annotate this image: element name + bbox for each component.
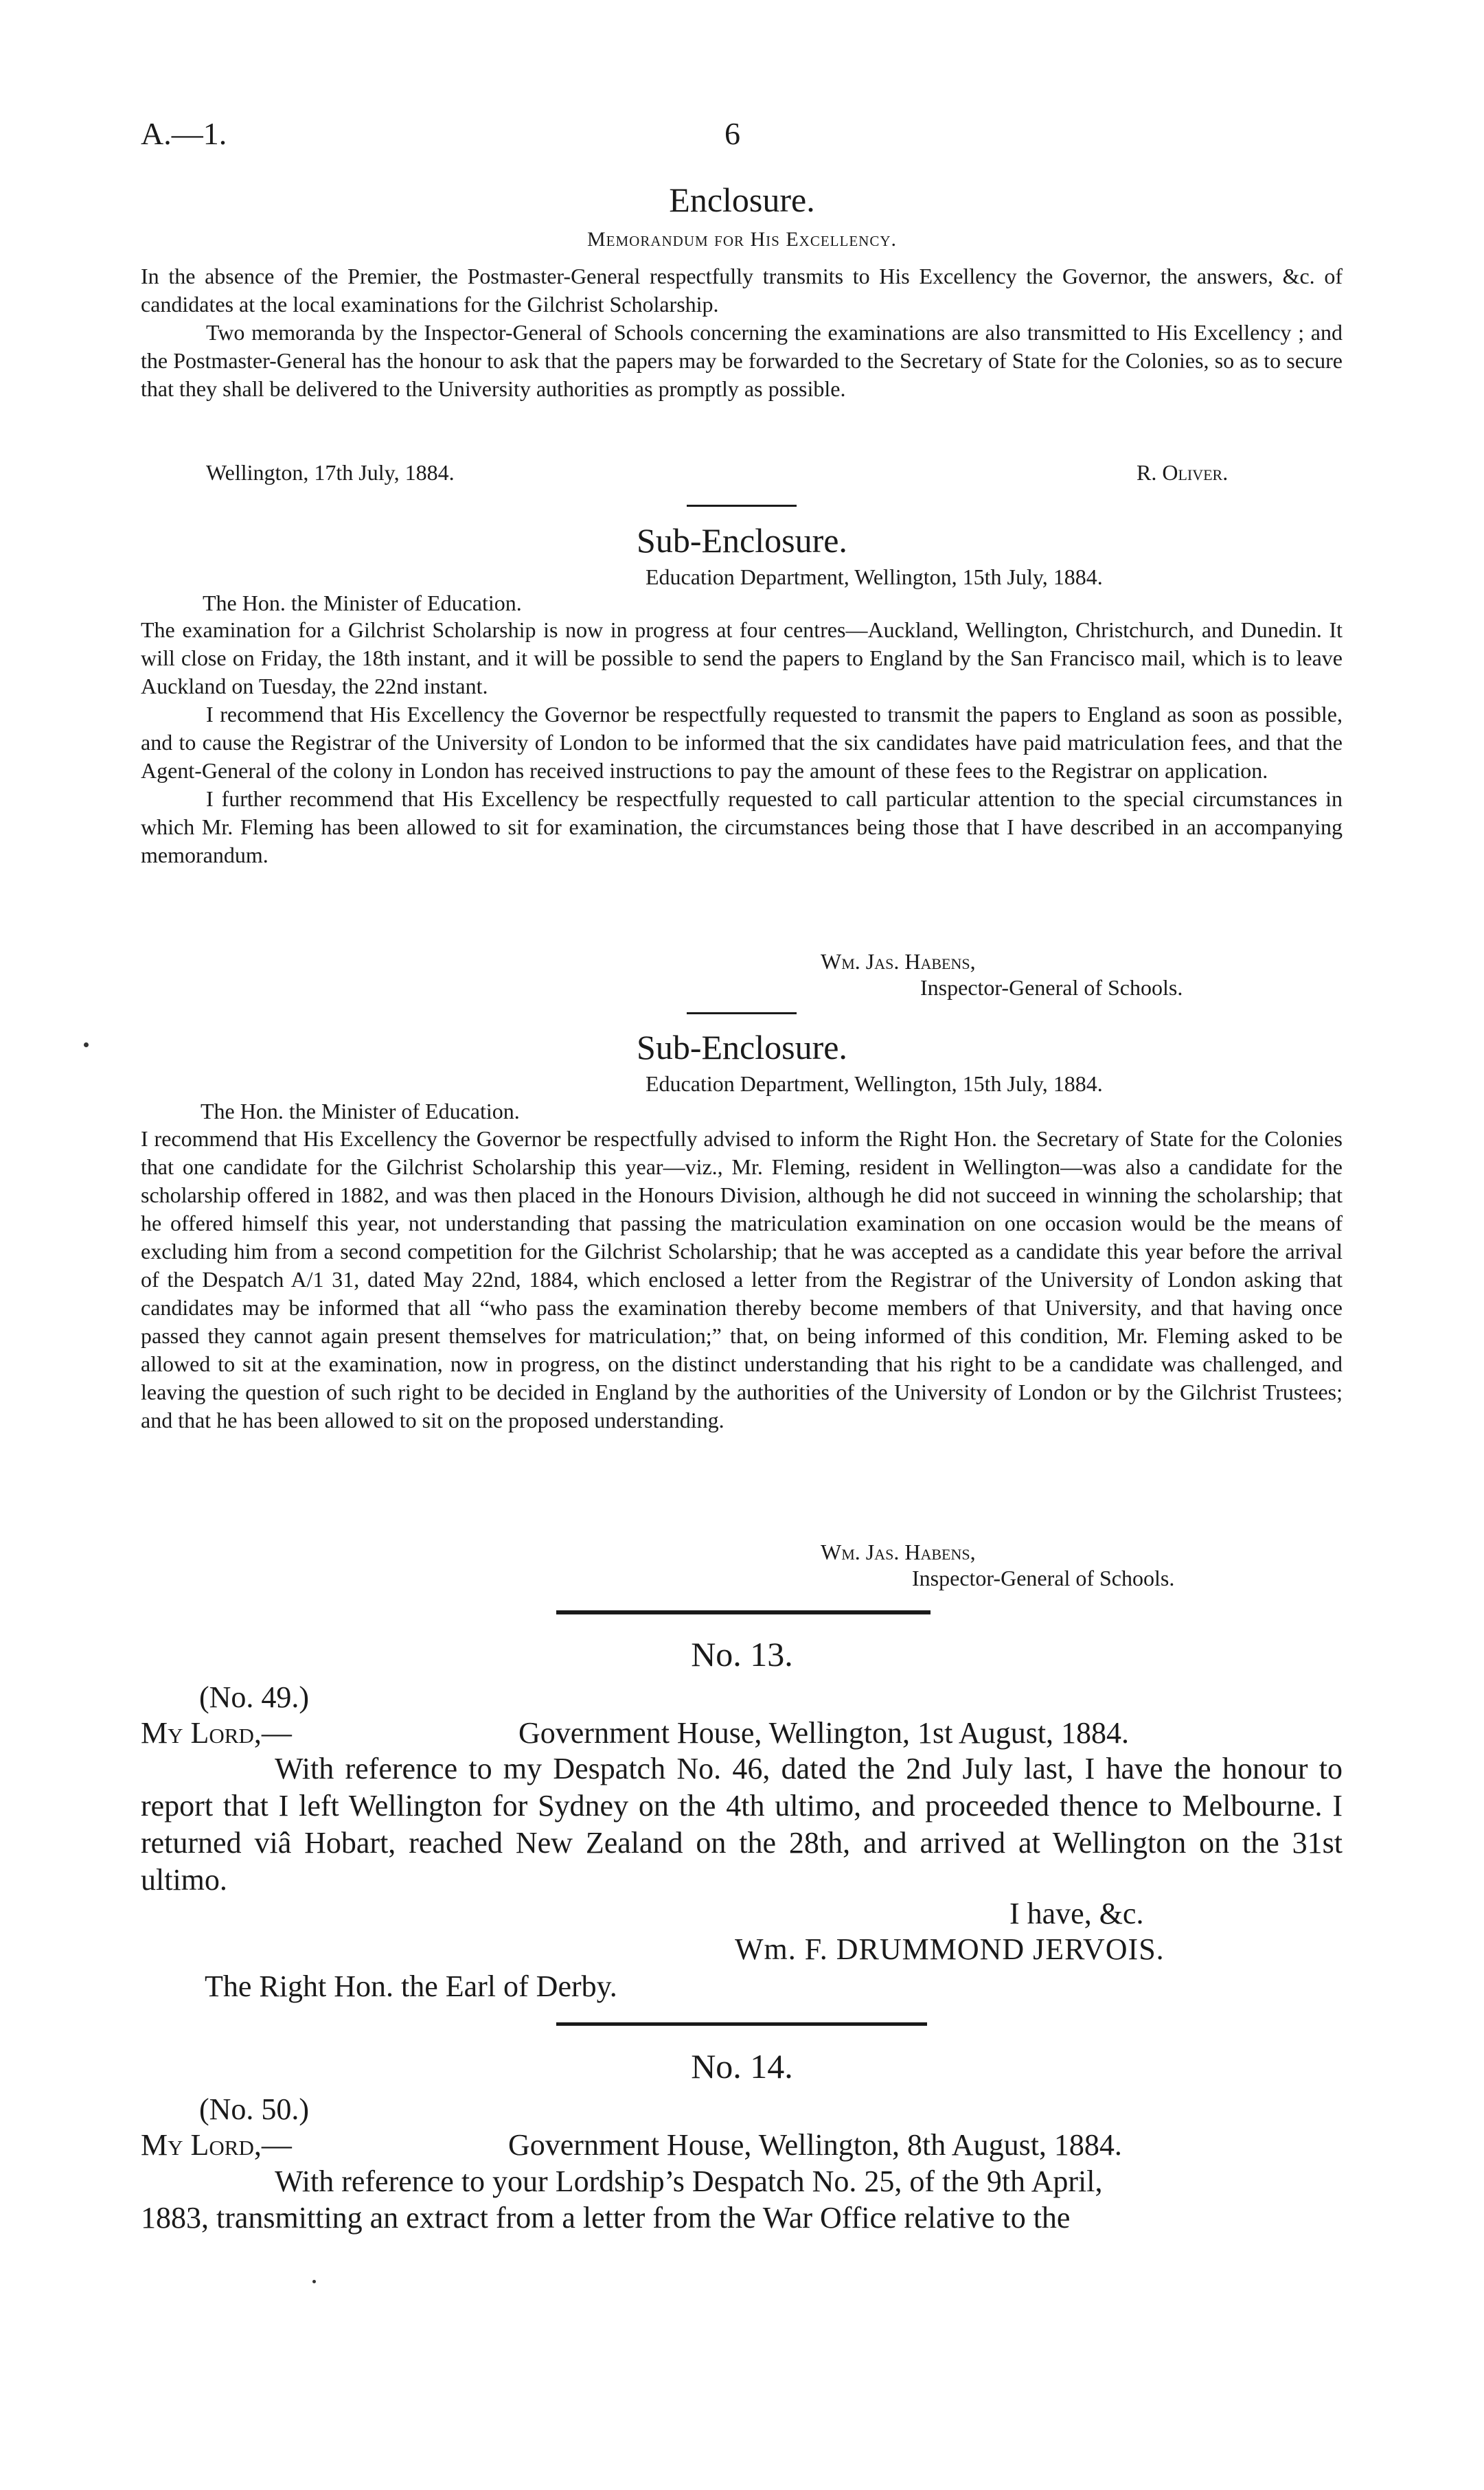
enclosure-signature: R. Oliver. — [1137, 460, 1229, 485]
despatch-14-heading: No. 14. — [691, 2047, 793, 2086]
enclosure-body — [141, 262, 1343, 403]
enclosure-title: Enclosure. — [669, 181, 815, 219]
section-rule — [556, 2022, 927, 2026]
memorandum-title: Memorandum for His Excellency. — [586, 228, 898, 251]
despatch-14-body-line-2: 1883, transmitting an extract from a letter from the War Office relative to the — [141, 2201, 1071, 2235]
despatch-14-dateline: Government House, Wellington, 8th August, 1884. — [508, 2128, 1122, 2162]
section-rule — [556, 1610, 931, 1614]
sub-enclosure-1-body — [141, 616, 1343, 869]
sub-enclosure-1-signature-title: Inspector-General of Schools. — [920, 975, 1183, 1000]
enclosure-paragraph-2: Two memoranda by the Inspector-General of Schools concerning the examinations are also transmitted to His Excellency ; and the Postmaster-General has the honour to ask that the papers may be forwarded to the Secretary of State for the Colonies, so as to secure that they shall be delivered to the University authorities as promptly as possible. — [141, 320, 1343, 401]
despatch-13-number: (No. 49.) — [199, 1680, 310, 1714]
sub-enclosure-1-paragraph-3: I further recommend that His Excellency be respectfully requested to call particular attention to the special circumstances in which Mr. Fleming has been allowed to sit for examination, the circumstances being those that I have described in an accompanying memorandum. — [141, 786, 1343, 867]
sub-enclosure-1-paragraph-2: I recommend that His Excellency the Governor be respectfully requested to transmit the papers to England as soon as possible, and to cause the Registrar of the University of London to be informed that the six candidates have paid matriculation fees, and that the Agent-General of the colony in London has received instructions to pay the amount of these fees to the Registrar on application. — [141, 702, 1343, 783]
sub-enclosure-2-body — [141, 1125, 1343, 1435]
sub-enclosure-2-signature: Wm. Jas. Habens, — [821, 1540, 976, 1564]
despatch-13-recipient: The Right Hon. the Earl of Derby. — [205, 1969, 617, 2003]
despatch-14-number: (No. 50.) — [199, 2092, 310, 2126]
divider-rule — [687, 1012, 797, 1014]
despatch-13-salutation: My Lord,— — [141, 1716, 292, 1750]
sub-enclosure-2-addressee: The Hon. the Minister of Education. — [201, 1099, 520, 1123]
sub-enclosure-1-signature: Wm. Jas. Habens, — [821, 949, 976, 974]
despatch-13-body: With reference to my Despatch No. 46, dated the 2nd July last, I have the honour to report that I left Wellington for Sydney on the 4th ultimo, and proceeded thence to Melbourne. I returned viâ Hobart, reached New Zealand on the 28th, and arrived at Wellington on the 31st ultimo. — [141, 1752, 1343, 1897]
sub-enclosure-1-title: Sub-Enclosure. — [637, 521, 847, 560]
despatch-13-signature: Wm. F. DRUMMOND JERVOIS. — [735, 1932, 1165, 1966]
sub-enclosure-2-signature-title: Inspector-General of Schools. — [912, 1566, 1175, 1590]
sub-enclosure-1-paragraph-1: The examination for a Gilchrist Scholarship is now in progress at four centres—Auckland, Wellington, Christchurch, and Dunedin. It will close on Friday, the 18th instant, and it will be possible to send the papers to England by the San Francisco mail, which is to leave Auckland on Tuesday, the 22nd instant. — [141, 617, 1343, 698]
sub-enclosure-2-title: Sub-Enclosure. — [637, 1028, 847, 1066]
despatch-14-body-line-1: With reference to your Lordship’s Despatch No. 25, of the 9th April, — [275, 2165, 1103, 2198]
sub-enclosure-2-dateline: Education Department, Wellington, 15th July, 1884. — [646, 1071, 1103, 1096]
document-reference: A.—1. — [141, 116, 227, 151]
divider-rule — [687, 505, 797, 507]
enclosure-date: Wellington, 17th July, 1884. — [206, 460, 455, 485]
sub-enclosure-2-paragraph-1: I recommend that His Excellency the Governor be respectfully advised to inform the Right Hon. the Secretary of State for the Colonies that one candidate for the Gilchrist Scholarship this year—viz., Mr. Fleming, resident in Wellington—was also a candidate for the scholarship offered in 1882, and was then placed in the Honours Division, although he did not succeed in winning the scholarship; that he offered himself this year, not understanding that passing the matriculation examination on one occasion would be the means of excluding him from a second competition for the Gilchrist Scholarship; that he was accepted as a candidate this year before the arrival of the Despatch A/1 31, dated May 22nd, 1884, which enclosed a letter from the Registrar of the University of London asking that candidates may be informed that all “who pass the examination thereby become members of that University, and that having once passed they cannot again present themselves for matriculation;” that, on being informed of this condition, Mr. Fleming asked to be allowed to sit at the examination, now in progress, on the distinct understanding that his right to be a candidate was challenged, and leaving the question of such right to be decided in England by the authorities of the University of London or by the Gilchrist Trustees; and that he has been allowed to sit on the proposed understanding. — [141, 1126, 1343, 1432]
page-number: 6 — [724, 116, 740, 151]
despatch-14-salutation: My Lord,— — [141, 2128, 292, 2162]
margin-mark — [312, 2280, 316, 2283]
despatch-13-heading: No. 13. — [691, 1635, 793, 1674]
sub-enclosure-1-addressee: The Hon. the Minister of Education. — [203, 591, 522, 615]
despatch-13-closing: I have, &c. — [1009, 1897, 1144, 1930]
sub-enclosure-1-dateline: Education Department, Wellington, 15th July, 1884. — [646, 564, 1103, 589]
despatch-13-dateline: Government House, Wellington, 1st August, 1884. — [518, 1716, 1130, 1750]
enclosure-paragraph-1: In the absence of the Premier, the Postmaster-General respectfully transmits to His Excellency the Governor, the answers, &c. of candidates at the local examinations for the Gilchrist Scholarship. — [141, 264, 1343, 317]
